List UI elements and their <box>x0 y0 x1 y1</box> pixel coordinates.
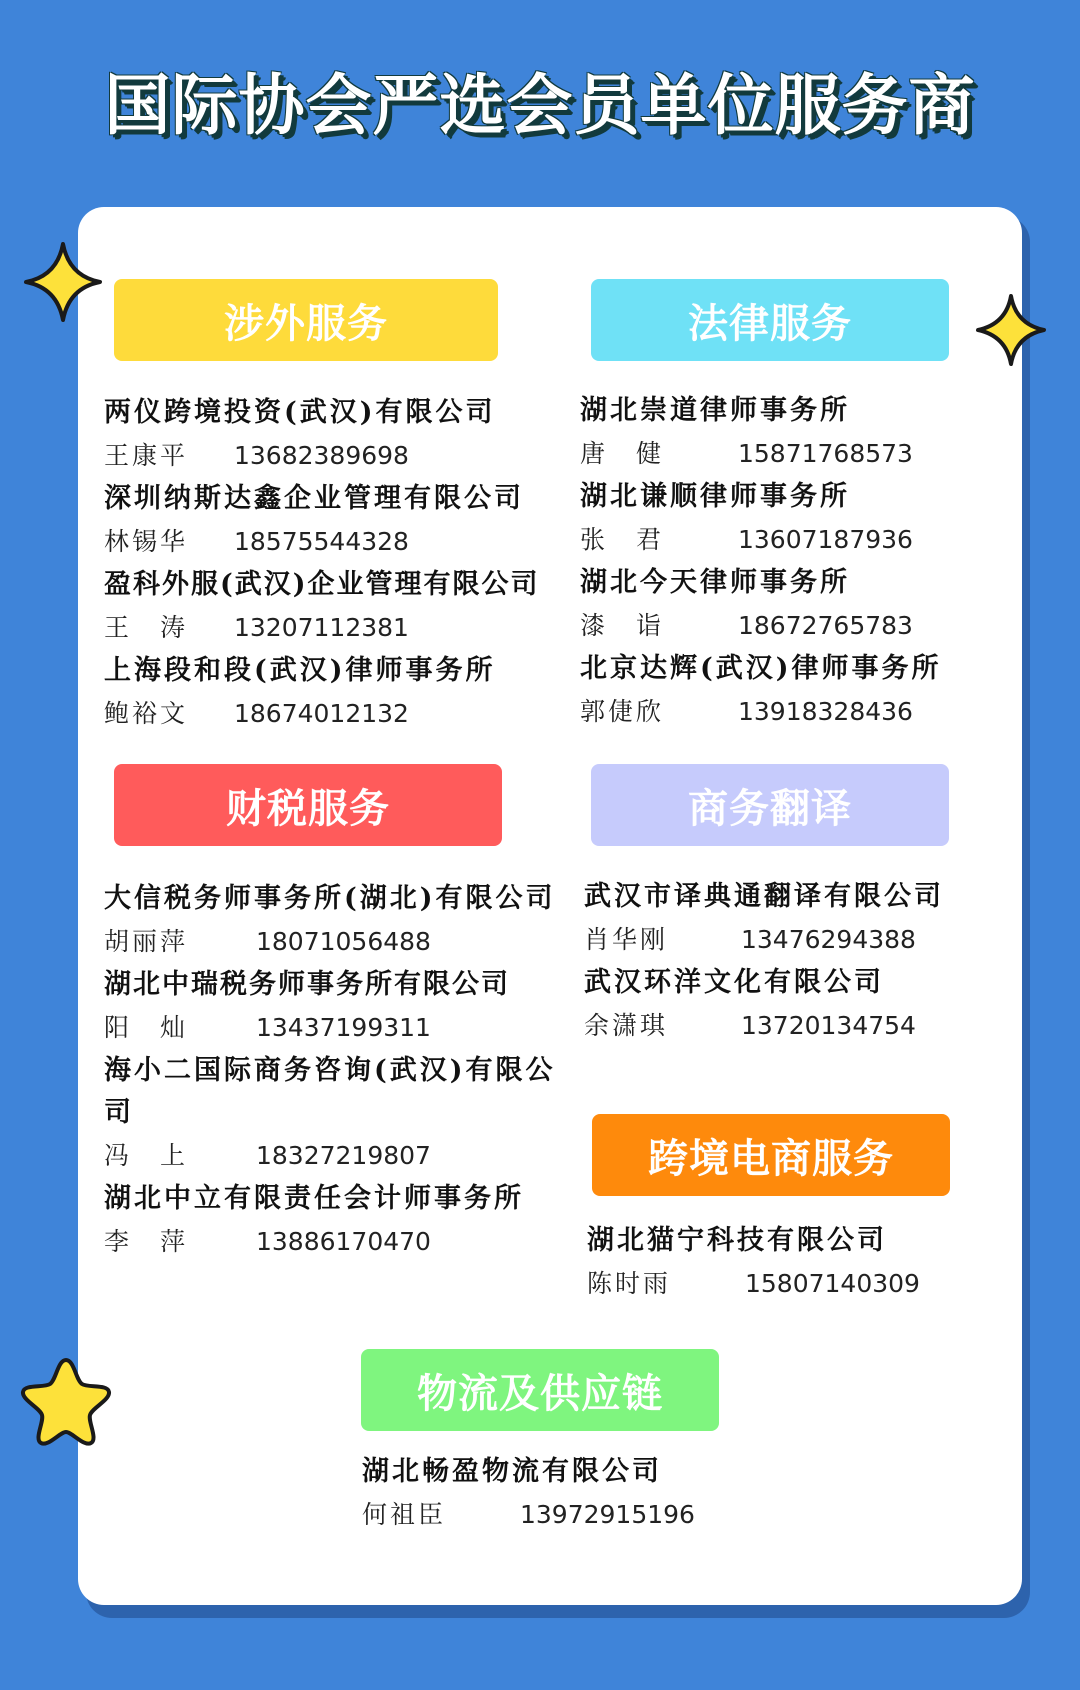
legal-services-list <box>580 390 1010 734</box>
list-item <box>104 478 574 564</box>
contact-person: 王 涛 <box>104 613 189 642</box>
tax-services-list <box>104 878 559 1264</box>
section-label: 涉外服务 <box>224 300 388 347</box>
contact-person: 冯 上 <box>104 1141 189 1170</box>
contact-person: 何祖臣 <box>362 1500 447 1529</box>
contact-person: 肖华刚 <box>584 925 669 954</box>
company-name: 深圳纳斯达鑫企业管理有限公司 <box>104 483 524 514</box>
company-name: 湖北猫宁科技有限公司 <box>587 1225 887 1256</box>
company-name: 湖北中立有限责任会计师事务所 <box>104 1183 524 1214</box>
phone-number: 13437199311 <box>256 1013 431 1042</box>
phone-number: 13207112381 <box>234 613 409 642</box>
contact-person: 李 萍 <box>104 1227 189 1256</box>
list-item <box>104 564 574 650</box>
phone-number: 15871768573 <box>738 439 913 468</box>
foreign-services-list <box>104 392 574 736</box>
section-header-tax-services <box>114 764 502 846</box>
company-name: 湖北今天律师事务所 <box>580 567 850 598</box>
list-item <box>104 650 574 736</box>
contact-person: 鲍裕文 <box>104 699 189 728</box>
list-item <box>580 562 1010 648</box>
section-label: 财税服务 <box>226 785 390 832</box>
page-title: 国际协会严选会员单位服务商 <box>104 67 976 144</box>
phone-number: 18071056488 <box>256 927 431 956</box>
section-label: 跨境电商服务 <box>648 1135 894 1182</box>
list-item <box>584 876 1014 962</box>
list-item <box>362 1451 792 1537</box>
list-item <box>580 648 1010 734</box>
company-name: 湖北中瑞税务师事务所有限公司 <box>104 969 510 1000</box>
section-header-logistics <box>361 1349 719 1431</box>
company-name: 武汉环洋文化有限公司 <box>584 967 884 998</box>
phone-number: 13886170470 <box>256 1227 431 1256</box>
list-item <box>104 878 559 964</box>
translation-list <box>584 876 1014 1048</box>
section-label: 物流及供应链 <box>417 1370 663 1417</box>
phone-number: 15807140309 <box>745 1269 920 1298</box>
contact-person: 陈时雨 <box>587 1269 672 1298</box>
list-item <box>104 964 559 1050</box>
contact-person: 郭倢欣 <box>580 697 665 726</box>
four-point-star-icon <box>22 240 104 324</box>
phone-number: 13918328436 <box>738 697 913 726</box>
phone-number: 13607187936 <box>738 525 913 554</box>
section-header-translation <box>591 764 949 846</box>
list-item <box>584 962 1014 1048</box>
phone-number: 13720134754 <box>741 1011 916 1040</box>
list-item <box>104 392 574 478</box>
contact-person: 阳 灿 <box>104 1013 189 1042</box>
ecommerce-list <box>587 1220 1017 1306</box>
company-name: 湖北谦顺律师事务所 <box>580 481 850 512</box>
company-name: 湖北崇道律师事务所 <box>580 395 850 426</box>
round-star-icon <box>18 1354 114 1448</box>
list-item <box>104 1050 559 1178</box>
contact-person: 林锡华 <box>104 527 189 556</box>
company-name: 盈科外服(武汉)企业管理有限公司 <box>104 569 540 600</box>
section-header-ecommerce <box>592 1114 950 1196</box>
contact-person: 胡丽萍 <box>104 927 189 956</box>
phone-number: 13682389698 <box>234 441 409 470</box>
contact-person: 唐 健 <box>580 439 665 468</box>
company-name: 北京达辉(武汉)律师事务所 <box>580 653 942 684</box>
section-header-foreign-services <box>114 279 498 361</box>
company-name: 上海段和段(武汉)律师事务所 <box>104 655 496 686</box>
list-item <box>587 1220 1017 1306</box>
contact-person: 漆 诣 <box>580 611 665 640</box>
section-label: 商务翻译 <box>688 785 852 832</box>
logistics-list <box>362 1451 792 1537</box>
phone-number: 18327219807 <box>256 1141 431 1170</box>
phone-number: 18672765783 <box>738 611 913 640</box>
phone-number: 18575544328 <box>234 527 409 556</box>
four-point-star-icon <box>974 292 1048 368</box>
contact-person: 王康平 <box>104 441 189 470</box>
company-name: 海小二国际商务咨询(武汉)有限公司 <box>104 1055 556 1128</box>
company-name: 两仪跨境投资(武汉)有限公司 <box>104 397 496 428</box>
company-name: 大信税务师事务所(湖北)有限公司 <box>104 883 556 914</box>
company-name: 武汉市译典通翻译有限公司 <box>584 881 944 912</box>
phone-number: 13476294388 <box>741 925 916 954</box>
contact-person: 张 君 <box>580 525 665 554</box>
phone-number: 13972915196 <box>520 1500 695 1529</box>
contact-person: 余潇琪 <box>584 1011 669 1040</box>
section-header-legal-services <box>591 279 949 361</box>
list-item <box>104 1178 559 1264</box>
list-item <box>580 390 1010 476</box>
company-name: 湖北畅盈物流有限公司 <box>362 1456 662 1487</box>
section-label: 法律服务 <box>688 300 852 347</box>
phone-number: 18674012132 <box>234 699 409 728</box>
list-item <box>580 476 1010 562</box>
